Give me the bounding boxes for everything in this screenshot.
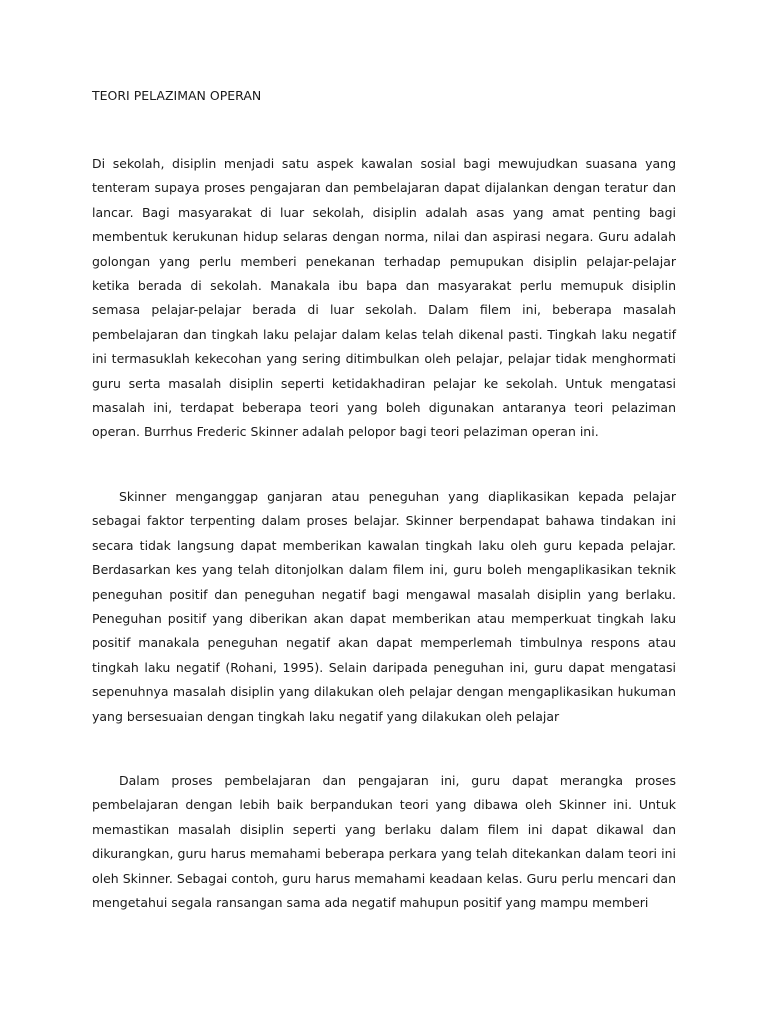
paragraph-skinner-reinforcement: Skinner menganggap ganjaran atau peneguhan yang diaplikasikan kepada pelajar sebagai faktor terpenting dalam proses belajar. Skinner berpendapat bahawa tindakan ini secara tidak langsung dapat memberikan kawalan tingkah laku oleh guru kepada pelajar. Berdasarkan kes yang telah ditonjolkan dalam filem ini, guru boleh mengaplikasikan teknik peneguhan positif dan peneguhan negatif bagi mengawal masalah disiplin yang berlaku. Peneguhan positif yang diberikan akan dapat memberikan atau memperkuat tingkah laku positif manakala peneguhan negatif akan dapat memperlemah timbulnya respons atau tingkah laku negatif (Rohani, 1995). Selain daripada peneguhan ini, guru dapat mengatasi sepenuhnya masalah disiplin yang dilakukan oleh pelajar dengan mengaplikasikan hukuman yang bersesuaian dengan tingkah laku negatif yang dilakukan oleh pelajar [92,488,676,724]
paragraph-intro: Di sekolah, disiplin menjadi satu aspek kawalan sosial bagi mewujudkan suasana yang tenteram supaya proses pengajaran dan pembelajaran dapat dijalankan dengan teratur dan lancar. Bagi masyarakat di luar sekolah, disiplin adalah asas yang amat penting bagi membentuk kerukunan hidup selaras dengan norma, nilai dan aspirasi negara. Guru adalah golongan yang perlu memberi penekanan terhadap pemupukan disiplin pelajar-pelajar ketika berada di sekolah. Manakala ibu bapa dan masyarakat perlu memupuk disiplin semasa pelajar-pelajar berada di luar sekolah. Dalam filem ini, beberapa masalah pembelajaran dan tingkah laku pelajar dalam kelas telah dikenal pasti. Tingkah laku negatif ini termasuklah kekecohan yang sering ditimbulkan oleh pelajar, pelajar tidak menghormati guru serta masalah disiplin seperti ketidakhadiran pelajar ke sekolah. Untuk mengatasi masalah ini, terdapat beberapa teori yang boleh digunakan antaranya teori pelaziman operan. Burrhus Frederic Skinner adalah pelopor bagi teori pelaziman operan ini. [92,156,676,440]
document-page [92,84,676,915]
document-title: TEORI PELAZIMAN OPERAN [92,88,262,103]
paragraph-teaching-process: Dalam proses pembelajaran dan pengajaran ini, guru dapat merangka proses pembelajaran dengan lebih baik berpandukan teori yang dibawa oleh Skinner ini. Untuk memastikan masalah disiplin seperti yang berlaku dalam filem ini dapat dikawal dan dikurangkan, guru harus memahami beberapa perkara yang telah ditekankan dalam teori ini oleh Skinner. Sebagai contoh, guru harus memahami keadaan kelas. Guru perlu mencari dan mengetahui segala ransangan sama ada negatif mahupun positif yang mampu memberi [92,772,676,910]
